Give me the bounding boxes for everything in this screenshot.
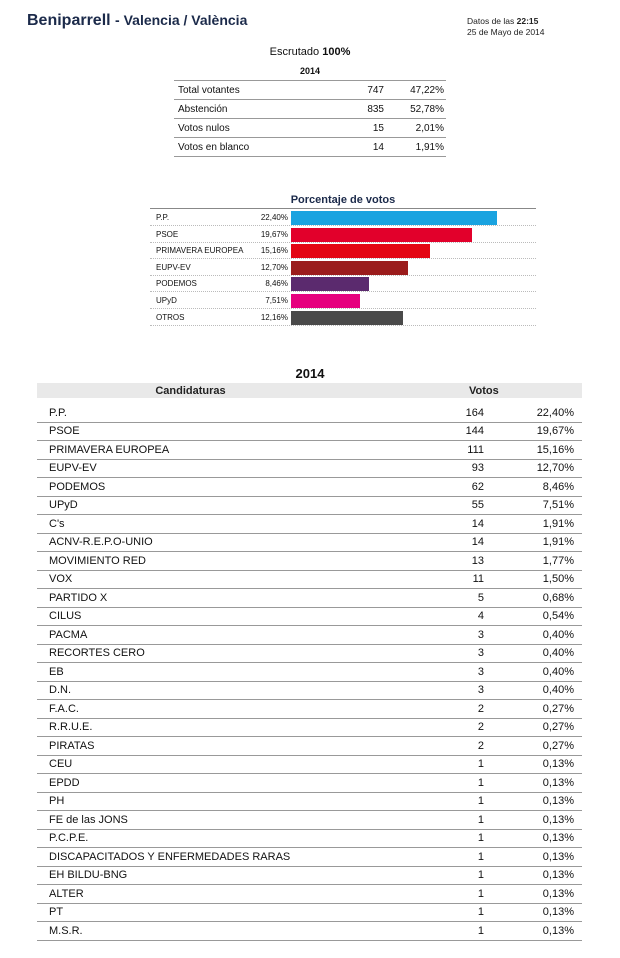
data-timestamp	[467, 16, 545, 38]
party-pct: 7,51%	[484, 496, 582, 515]
escrutado-status	[0, 46, 620, 58]
party-pct: 0,40%	[484, 663, 582, 682]
chart-bar	[291, 244, 430, 258]
party-pct: 0,13%	[484, 792, 582, 811]
data-date: 25 de Mayo de 2014	[467, 27, 545, 37]
vote-percentage-chart	[150, 208, 536, 326]
party-name: EH BILDU-BNG	[37, 866, 344, 885]
party-votes: 1	[344, 903, 484, 922]
party-pct: 0,13%	[484, 829, 582, 848]
table-row	[37, 829, 582, 848]
chart-row	[150, 276, 536, 292]
party-votes: 14	[344, 515, 484, 534]
table-row	[37, 478, 582, 497]
table-row	[37, 681, 582, 700]
table-row	[37, 737, 582, 756]
summary-pct: 52,78%	[384, 100, 446, 119]
table-row	[37, 607, 582, 626]
party-votes: 1	[344, 922, 484, 941]
results-year: 2014	[295, 366, 325, 381]
party-votes: 1	[344, 829, 484, 848]
party-pct: 0,54%	[484, 607, 582, 626]
table-row	[37, 422, 582, 441]
party-name: DISCAPACITADOS Y ENFERMEDADES RARAS	[37, 848, 344, 867]
party-pct: 0,13%	[484, 885, 582, 904]
party-pct: 0,13%	[484, 922, 582, 941]
party-name: PRIMAVERA EUROPEA	[37, 441, 344, 460]
party-name: PT	[37, 903, 344, 922]
party-pct: 0,27%	[484, 700, 582, 719]
party-name: FE de las JONS	[37, 811, 344, 830]
table-row	[37, 533, 582, 552]
data-prefix: Datos de las	[467, 16, 515, 26]
party-pct: 0,27%	[484, 718, 582, 737]
party-name: PH	[37, 792, 344, 811]
party-pct: 1,77%	[484, 552, 582, 571]
party-pct: 12,70%	[484, 459, 582, 478]
party-pct: 0,40%	[484, 626, 582, 645]
chart-category-label: EUPV-EV	[156, 262, 191, 272]
chart-category-label: OTROS	[156, 312, 185, 322]
page-title	[27, 12, 247, 30]
chart-title: Porcentaje de votos	[290, 194, 396, 206]
party-name: PIRATAS	[37, 737, 344, 756]
party-name: ACNV-R.E.P.O-UNIO	[37, 533, 344, 552]
summary-label: Abstención	[174, 100, 344, 119]
party-pct: 0,13%	[484, 903, 582, 922]
table-row	[37, 398, 582, 422]
table-row	[37, 663, 582, 682]
summary-pct: 2,01%	[384, 119, 446, 138]
summary-label: Votos en blanco	[174, 138, 344, 157]
party-pct: 1,91%	[484, 515, 582, 534]
col-header-party: Candidaturas	[37, 383, 344, 398]
chart-category-label: PRIMAVERA EUROPEA	[156, 246, 244, 256]
col-header-votes: Votos	[344, 383, 582, 398]
party-name: P.C.P.E.	[37, 829, 344, 848]
table-row	[37, 718, 582, 737]
party-name: D.N.	[37, 681, 344, 700]
party-name: EUPV-EV	[37, 459, 344, 478]
chart-row-divider	[150, 325, 536, 326]
party-votes: 164	[344, 398, 484, 422]
summary-label: Total votantes	[174, 81, 344, 100]
chart-value-label: 19,67%	[260, 229, 288, 239]
region-name: - Valencia / València	[115, 12, 248, 28]
table-row	[37, 459, 582, 478]
party-pct: 0,13%	[484, 848, 582, 867]
party-votes: 3	[344, 663, 484, 682]
results-table	[37, 383, 582, 941]
party-name: EB	[37, 663, 344, 682]
party-votes: 1	[344, 885, 484, 904]
chart-category-label: PODEMOS	[156, 279, 197, 289]
table-row	[37, 811, 582, 830]
escrutado-value: 100%	[322, 46, 351, 58]
party-name: VOX	[37, 570, 344, 589]
table-row	[37, 644, 582, 663]
table-row	[37, 792, 582, 811]
summary-row	[174, 81, 446, 100]
summary-pct: 1,91%	[384, 138, 446, 157]
table-row	[37, 866, 582, 885]
party-pct: 19,67%	[484, 422, 582, 441]
party-name: CEU	[37, 755, 344, 774]
party-name: ALTER	[37, 885, 344, 904]
party-name: MOVIMIENTO RED	[37, 552, 344, 571]
party-votes: 1	[344, 866, 484, 885]
municipality-name: Beniparrell	[27, 12, 111, 29]
party-name: UPyD	[37, 496, 344, 515]
data-time: 22:15	[516, 16, 539, 26]
chart-category-label: UPyD	[156, 296, 177, 305]
table-row	[37, 848, 582, 867]
party-pct: 0,13%	[484, 866, 582, 885]
summary-count: 747	[344, 81, 384, 100]
party-votes: 1	[344, 848, 484, 867]
party-votes: 3	[344, 681, 484, 700]
chart-row	[150, 243, 536, 259]
chart-value-label: 12,70%	[260, 262, 288, 272]
party-votes: 1	[344, 755, 484, 774]
party-name: CILUS	[37, 607, 344, 626]
chart-bar	[291, 311, 403, 325]
summary-year: 2014	[174, 62, 446, 81]
chart-bar	[291, 261, 408, 275]
party-name: RECORTES CERO	[37, 644, 344, 663]
chart-bar	[291, 277, 369, 291]
party-name: PSOE	[37, 422, 344, 441]
party-name: PACMA	[37, 626, 344, 645]
party-votes: 144	[344, 422, 484, 441]
party-name: C's	[37, 515, 344, 534]
party-pct: 0,68%	[484, 589, 582, 608]
party-pct: 0,13%	[484, 774, 582, 793]
chart-value-label: 12,16%	[260, 312, 288, 322]
chart-row	[150, 310, 536, 326]
table-row	[37, 922, 582, 941]
chart-bar	[291, 228, 472, 242]
party-name: EPDD	[37, 774, 344, 793]
party-votes: 55	[344, 496, 484, 515]
party-name: P.P.	[37, 398, 344, 422]
table-row	[37, 774, 582, 793]
party-votes: 111	[344, 441, 484, 460]
party-votes: 93	[344, 459, 484, 478]
chart-bar	[291, 294, 360, 308]
table-row	[37, 755, 582, 774]
party-name: PODEMOS	[37, 478, 344, 497]
escrutado-label: Escrutado	[269, 46, 320, 58]
summary-row	[174, 100, 446, 119]
chart-row	[150, 210, 536, 226]
summary-count: 14	[344, 138, 384, 157]
summary-count: 15	[344, 119, 384, 138]
party-pct: 0,13%	[484, 811, 582, 830]
party-votes: 14	[344, 533, 484, 552]
chart-category-label: PSOE	[156, 229, 179, 239]
table-row	[37, 515, 582, 534]
chart-value-label: 8,46%	[265, 279, 288, 289]
party-name: R.R.U.E.	[37, 718, 344, 737]
chart-value-label: 7,51%	[265, 296, 288, 305]
summary-label: Votos nulos	[174, 119, 344, 138]
party-name: M.S.R.	[37, 922, 344, 941]
party-pct: 22,40%	[484, 398, 582, 422]
party-votes: 3	[344, 626, 484, 645]
table-row	[37, 589, 582, 608]
party-votes: 13	[344, 552, 484, 571]
table-row	[37, 496, 582, 515]
summary-count: 835	[344, 100, 384, 119]
party-votes: 1	[344, 774, 484, 793]
party-pct: 15,16%	[484, 441, 582, 460]
party-pct: 0,40%	[484, 681, 582, 700]
chart-value-label: 22,40%	[260, 213, 288, 222]
party-name: F.A.C.	[37, 700, 344, 719]
party-votes: 62	[344, 478, 484, 497]
chart-row	[150, 227, 536, 243]
chart-row	[150, 260, 536, 276]
party-votes: 4	[344, 607, 484, 626]
party-name: PARTIDO X	[37, 589, 344, 608]
party-pct: 0,40%	[484, 644, 582, 663]
party-votes: 3	[344, 644, 484, 663]
table-row	[37, 441, 582, 460]
chart-row	[150, 293, 536, 309]
party-votes: 11	[344, 570, 484, 589]
table-row	[37, 885, 582, 904]
table-row	[37, 552, 582, 571]
table-row	[37, 700, 582, 719]
summary-table	[174, 62, 446, 157]
party-pct: 1,91%	[484, 533, 582, 552]
party-pct: 0,27%	[484, 737, 582, 756]
chart-value-label: 15,16%	[260, 246, 288, 256]
party-votes: 5	[344, 589, 484, 608]
table-row	[37, 903, 582, 922]
party-pct: 1,50%	[484, 570, 582, 589]
summary-pct: 47,22%	[384, 81, 446, 100]
party-votes: 2	[344, 737, 484, 756]
chart-bar	[291, 211, 497, 225]
party-pct: 8,46%	[484, 478, 582, 497]
party-votes: 1	[344, 792, 484, 811]
party-votes: 2	[344, 718, 484, 737]
summary-row	[174, 138, 446, 157]
table-row	[37, 570, 582, 589]
party-votes: 1	[344, 811, 484, 830]
table-row	[37, 626, 582, 645]
party-pct: 0,13%	[484, 755, 582, 774]
party-votes: 2	[344, 700, 484, 719]
chart-category-label: P.P.	[156, 213, 170, 222]
summary-row	[174, 119, 446, 138]
chart-top-rule	[150, 208, 536, 209]
